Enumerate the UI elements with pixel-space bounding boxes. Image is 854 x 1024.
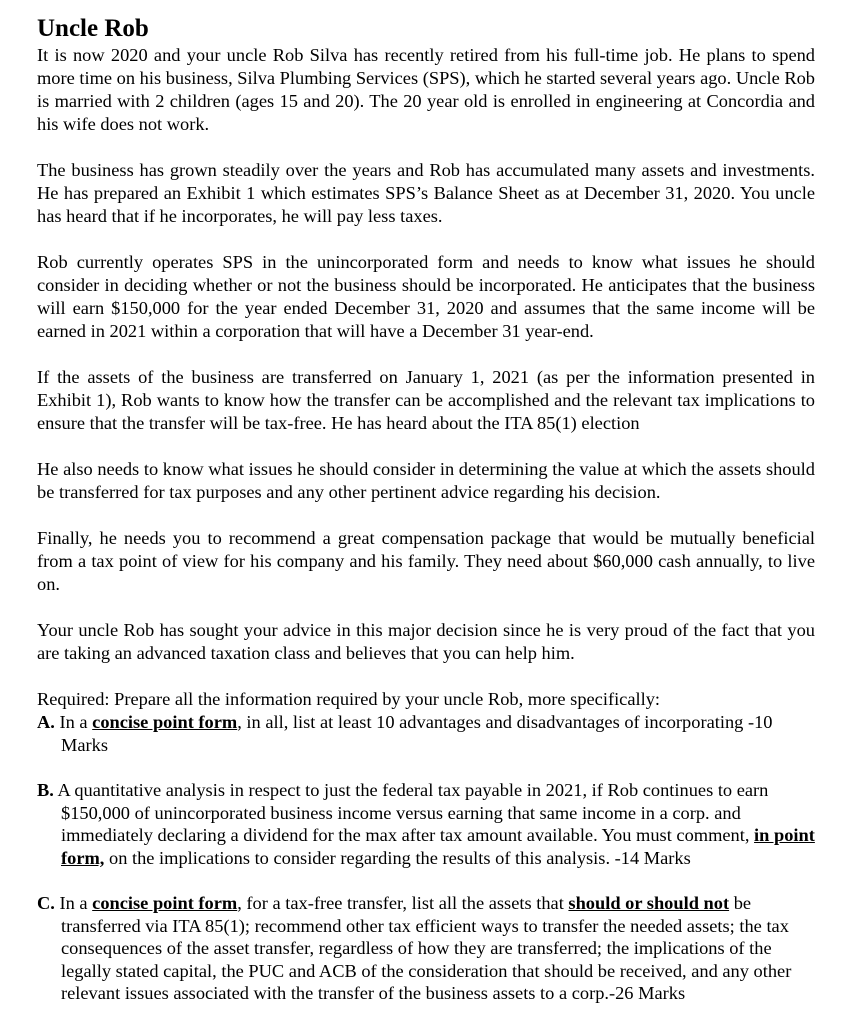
paragraph-asset-transfer: If the assets of the business are transferred on January 1, 2021 (as per the information presented in Exhibit 1), Rob wants to know how the transfer can be accomplished and the relevant tax implications to ensure that the transfer will be tax-free. He has heard about the ITA 85(1) election [37,367,815,433]
paragraph-business-growth: The business has grown steadily over the years and Rob has accumulated many assets and investments. He has prepared an Exhibit 1 which estimates SPS’s Balance Sheet as at December 31, 2020. You uncle has heard that if he incorporates, he will pay less taxes. [37,160,815,226]
requirement-c-text: In a [54,893,93,913]
requirement-c [37,892,815,1005]
requirement-b-emphasis: in point form, [61,825,815,868]
document-page [37,14,815,1005]
spacer [37,756,815,779]
spacer [37,435,815,458]
requirement-b [37,779,815,869]
spacer [37,665,815,688]
document-title: Uncle Rob [37,15,149,42]
spacer [37,228,815,251]
requirement-c-text-end: be transferred via ITA 85(1); recommend other tax efficient ways to transfer the needed assets; the tax consequences of the asset transfer, regardless of how they are transferred; the implications of the legally stated capital, the PUC and ACB of the consideration that should be received, and any other relevant issues associated with the transfer of the business assets to a corp.-26 Marks [61,893,792,1003]
requirement-a-text: In a [54,712,93,732]
requirement-a [37,711,815,756]
requirement-c-label: C. [37,893,55,913]
paragraph-intro: It is now 2020 and your uncle Rob Silva has recently retired from his full-time job. He plans to spend more time on his business, Silva Plumbing Services (SPS), which he started several years ago. Uncle Rob is married with 2 children (ages 15 and 20). The 20 year old is enrolled in engineering at Concordia and his wife does not work. [37,45,815,134]
requirement-b-text: A quantitative analysis in respect to just the federal tax payable in 2021, if Rob continues to earn $150,000 of unincorporated business income versus earning that same income in a corp. and immediately declaring a dividend for the max after tax amount available. You must comment, [53,780,769,845]
requirement-c-emphasis-2: should or should not [568,893,730,913]
spacer [37,869,815,892]
required-intro: Required: Prepare all the information required by your uncle Rob, more specifically: [37,689,661,709]
requirement-a-label: A. [37,712,55,732]
spacer [37,596,815,619]
requirement-b-text-end: on the implications to consider regarding the results of this analysis. -14 Marks [104,847,691,868]
paragraph-incorporation-issues: Rob currently operates SPS in the unincorporated form and needs to know what issues he should consider in deciding whether or not the business should be incorporated. He anticipates that the business will earn $150,000 for the year ended December 31, 2020 and assumes that the same income will be earned in 2021 within a corporation that will have a December 31 year-end. [37,252,815,341]
requirement-b-label: B. [37,780,54,800]
spacer [37,504,815,527]
requirement-c-text-mid: , for a tax-free transfer, list all the assets that [237,893,569,913]
requirement-a-text-end: , in all, list at least 10 advantages and disadvantages of incorporating -10 Marks [61,712,773,755]
paragraph-compensation: Finally, he needs you to recommend a great compensation package that would be mutually beneficial from a tax point of view for his company and his family. They need about $60,000 cash annually, to live on. [37,528,815,594]
paragraph-advice: Your uncle Rob has sought your advice in this major decision since he is very proud of the fact that you are taking an advanced taxation class and believes that you can help him. [37,620,815,663]
requirement-a-emphasis: concise point form [92,712,238,732]
paragraph-transfer-value: He also needs to know what issues he should consider in determining the value at which the assets should be transferred for tax purposes and any other pertinent advice regarding his decision. [37,459,815,502]
requirement-c-emphasis: concise point form [92,893,238,913]
spacer [37,136,815,159]
spacer [37,343,815,366]
